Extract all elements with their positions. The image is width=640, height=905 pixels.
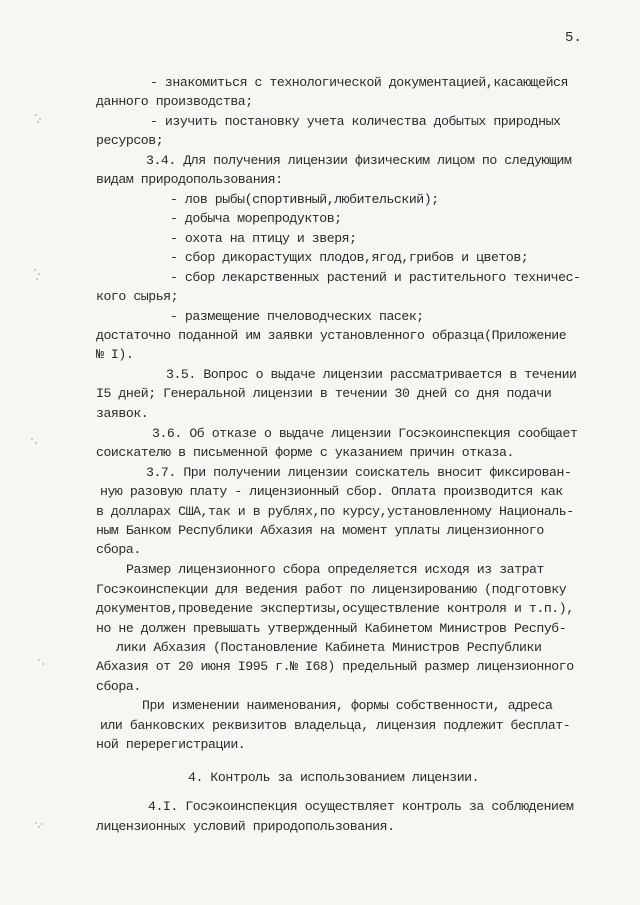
- text-line: ную разовую плату - лицензионный сбор. Оплата производится как: [100, 484, 563, 499]
- text-line: - сбор дикорастущих плодов,ягод,грибов и цветов;: [170, 250, 529, 265]
- text-line: Абхазия от 20 июня I995 г.№ I68) предельный размер лицензионного: [96, 659, 574, 674]
- text-line: ным Банком Республики Абхазия на момент уплаты лицензионного: [96, 523, 544, 538]
- text-line: 3.5. Вопрос о выдаче лицензии рассматривается в течении: [166, 367, 577, 382]
- text-line: - сбор лекарственных растений и растительного техничес-: [170, 270, 581, 285]
- text-line: № I).: [96, 347, 134, 362]
- scan-speck: [32, 268, 42, 280]
- text-line: сбора.: [96, 679, 141, 694]
- text-line: 3.4. Для получения лицензии физическим лицом по следующим: [146, 153, 572, 168]
- text-line: лицензионных условий природопользования.: [96, 819, 395, 834]
- text-line: 4.I. Госэкоинспекция осуществляет контроль за соблюдением: [148, 799, 574, 814]
- scan-speck: [34, 112, 44, 124]
- text-line: видам природопользования:: [96, 172, 283, 187]
- text-line: Госэкоинспекции для ведения работ по лицензированию (подготовку: [96, 582, 567, 597]
- text-line: кого сырья;: [96, 289, 179, 304]
- text-line: соискателю в письменной форме с указанием причин отказа.: [96, 445, 514, 460]
- text-line: I5 дней; Генеральной лицензии в течении 30 дней со дня подачи: [96, 386, 552, 401]
- text-line: При изменении наименования, формы собственности, адреса: [142, 698, 553, 713]
- text-line: - добыча морепродуктов;: [170, 211, 342, 226]
- text-line: - лов рыбы(спортивный,любительский);: [170, 192, 439, 207]
- text-line: - изучить постановку учета количества добытых природных: [150, 114, 561, 129]
- text-line: 3.6. Об отказе о выдаче лицензии Госэкоинспекция сообщает: [152, 426, 578, 441]
- text-line: - знакомиться с технологической документацией,касающейся: [150, 75, 568, 90]
- text-line: документов,проведение экспертизы,осуществление контроля и т.п.),: [96, 601, 574, 616]
- text-line: ной перерегистрации.: [96, 737, 246, 752]
- text-line: Размер лицензионного сбора определяется исходя из затрат: [126, 562, 544, 577]
- text-line: лики Абхазия (Постановление Кабинета Министров Республики: [116, 640, 542, 655]
- text-line: или банковских реквизитов владельца, лицензия подлежит бесплат-: [100, 718, 571, 733]
- text-line: данного производства;: [96, 94, 253, 109]
- text-line: ресурсов;: [96, 133, 164, 148]
- text-line: - размещение пчеловодческих пасек;: [170, 309, 424, 324]
- text-line: - охота на птицу и зверя;: [170, 231, 357, 246]
- text-line: заявок.: [96, 406, 149, 421]
- text-line: сбора.: [96, 542, 141, 557]
- text-line: в долларах США,так и в рублях,по курсу,установленному Националь-: [96, 504, 574, 519]
- scan-speck: [30, 435, 40, 447]
- page-number: 5.: [565, 30, 582, 46]
- text-line: но не должен превышать утвержденный Кабинетом Министров Респуб-: [96, 621, 567, 636]
- text-line: достаточно поданной им заявки установленного образца(Приложение: [96, 328, 567, 343]
- text-line: 3.7. При получении лицензии соискатель вносит фиксирован-: [146, 465, 572, 480]
- scan-speck: [36, 655, 46, 667]
- scan-speck: [34, 820, 44, 832]
- section-heading: 4. Контроль за использованием лицензии.: [188, 770, 480, 785]
